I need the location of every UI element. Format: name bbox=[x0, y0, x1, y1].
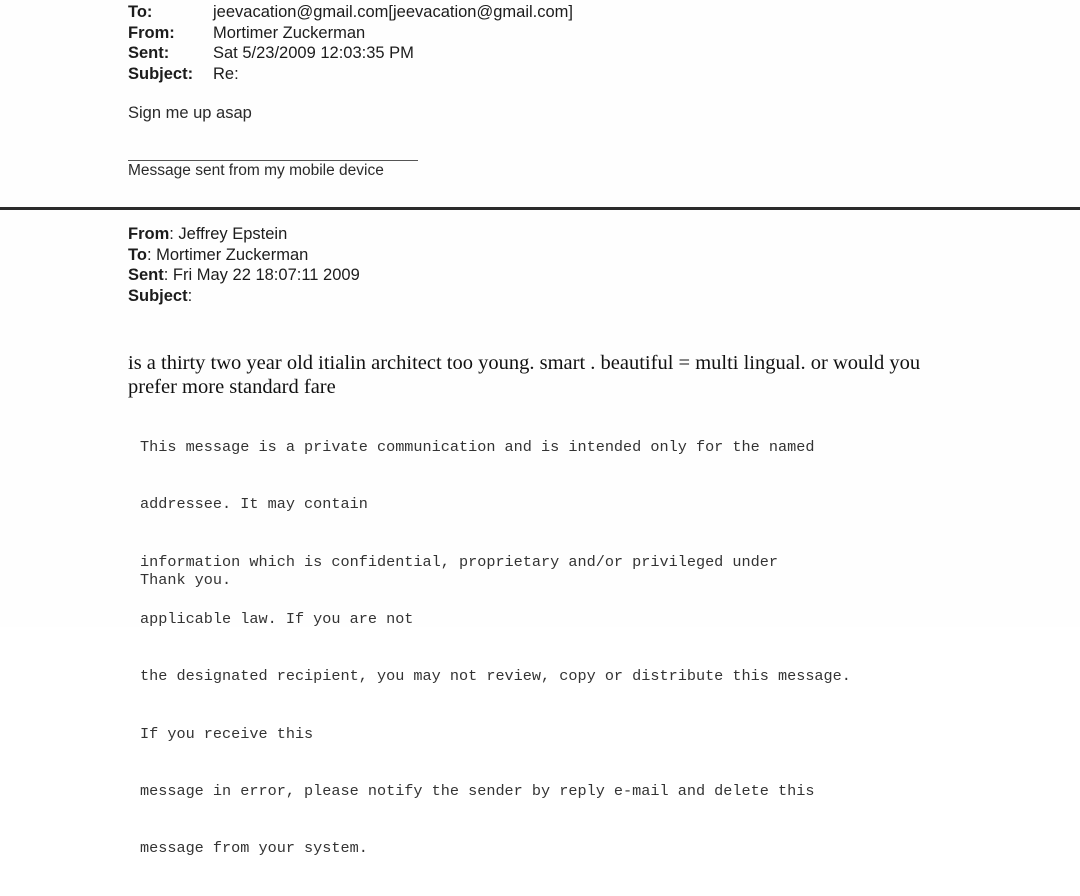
disclaimer-line: If you receive this bbox=[140, 724, 314, 743]
from-label-2: From bbox=[128, 225, 170, 243]
confidentiality-disclaimer bbox=[140, 400, 851, 896]
message-divider bbox=[0, 207, 1080, 210]
to-label: To: bbox=[128, 3, 153, 21]
sent-label: Sent: bbox=[128, 44, 170, 62]
subject-value: Re: bbox=[213, 64, 239, 83]
disclaimer-line: addressee. It may contain bbox=[140, 495, 368, 514]
to-label-2: To bbox=[128, 245, 147, 264]
body-line-1: is a thirty two year old itialin architect too young. smart . beautiful = multi lingual. or would you bbox=[128, 352, 921, 374]
from-value: Mortimer Zuckerman bbox=[213, 23, 366, 42]
to-value-2: : Mortimer Zuckerman bbox=[146, 245, 309, 264]
first-message-header bbox=[128, 2, 573, 84]
disclaimer-line: message in error, please notify the sender by reply e-mail and delete this bbox=[140, 781, 815, 800]
sent-row-2 bbox=[128, 265, 360, 286]
second-message-body bbox=[128, 351, 968, 399]
disclaimer-line: message from your system. bbox=[140, 839, 368, 858]
sent-row bbox=[128, 43, 573, 64]
subject-row bbox=[128, 64, 573, 85]
disclaimer-line: This message is a private communication and is intended only for the named bbox=[140, 438, 815, 457]
mobile-signature: Message sent from my mobile device bbox=[128, 162, 384, 179]
from-row bbox=[128, 23, 573, 44]
subject-label: Subject: bbox=[128, 64, 194, 83]
from-value-2: : Jeffrey Epstein bbox=[169, 225, 288, 243]
body-line-2: prefer more standard fare bbox=[128, 376, 336, 398]
to-row-2 bbox=[128, 245, 360, 266]
sent-label-2: Sent bbox=[128, 266, 164, 284]
first-message-body: Sign me up asap bbox=[128, 104, 252, 122]
thank-you-line: Thank you. bbox=[140, 571, 232, 589]
to-row bbox=[128, 2, 573, 23]
disclaimer-line: the designated recipient, you may not review, copy or distribute this message. bbox=[140, 667, 851, 686]
disclaimer-line: applicable law. If you are not bbox=[140, 610, 414, 629]
to-value: jeevacation@gmail.com[jeevacation@gmail.com] bbox=[213, 3, 573, 21]
subject-row-2 bbox=[128, 286, 360, 307]
second-message-header bbox=[128, 224, 360, 306]
sent-value-2: : Fri May 22 18:07:11 2009 bbox=[163, 266, 360, 284]
from-row-2 bbox=[128, 224, 360, 245]
disclaimer-line: information which is confidential, proprietary and/or privileged under bbox=[140, 552, 778, 571]
subject-value-2: : bbox=[187, 286, 193, 305]
subject-label-2: Subject bbox=[128, 286, 188, 305]
signature-separator bbox=[128, 160, 418, 161]
sent-value: Sat 5/23/2009 12:03:35 PM bbox=[213, 44, 414, 62]
from-label: From: bbox=[128, 23, 175, 42]
